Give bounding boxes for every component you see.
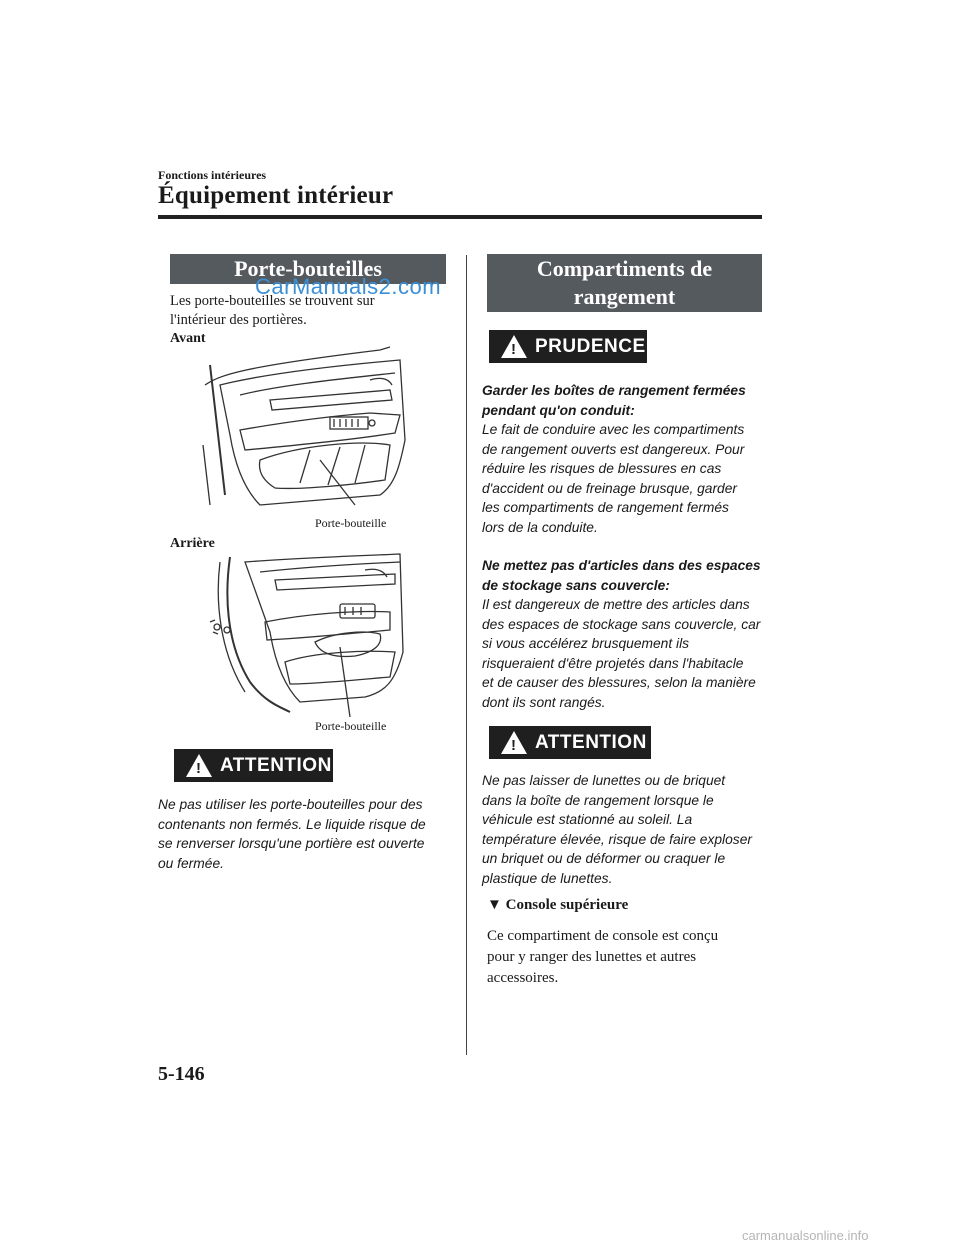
- rear-door-illustration: [205, 552, 410, 717]
- page-number: 5-146: [158, 1063, 205, 1085]
- column-divider: [466, 255, 467, 1055]
- warning-triangle-icon: !: [501, 335, 527, 358]
- console-heading: [487, 897, 628, 914]
- warn1-text-line: d'accident ou de freinage brusque, garder: [482, 480, 737, 496]
- triangle-down-icon: ▼: [487, 897, 502, 913]
- warn1-text-line: réduire les risques de blessures en cas: [482, 461, 722, 476]
- console-text-line: Ce compartiment de console est conçu: [487, 928, 719, 944]
- warn2-title-line: de stockage sans couvercle:: [482, 577, 670, 593]
- rear-figure-caption: Porte-bouteille: [315, 719, 387, 733]
- attention-right-line: véhicule est stationné au soleil. La: [482, 812, 693, 827]
- attention-badge-right: [489, 726, 651, 759]
- attention-right-line: dans la boîte de rangement lorsque le: [482, 792, 714, 808]
- warn2-text-line: dont ils sont rangés.: [482, 694, 606, 710]
- attention-right-line: un briquet ou de déformer ou craquer le: [482, 851, 726, 866]
- attention-label-right: ATTENTION: [535, 731, 647, 753]
- section-label: Fonctions intérieures: [158, 168, 267, 182]
- prudence-block: [482, 381, 767, 712]
- front-door-illustration: [200, 345, 410, 515]
- warn2-title-line: Ne mettez pas d'articles dans des espaces: [482, 558, 761, 573]
- console-text-line: accessoires.: [487, 970, 559, 986]
- front-label: Avant: [170, 331, 206, 346]
- watermark: CarManuals2.com: [255, 274, 442, 299]
- console-text-line: pour y ranger des lunettes et autres: [487, 949, 697, 965]
- warn1-text-line: Le fait de conduire avec les compartiments: [482, 422, 745, 437]
- warn1-text-line: de rangement ouverts est dangereux. Pour: [482, 441, 745, 457]
- attention-text-left: [158, 795, 463, 873]
- warning-triangle-icon: !: [501, 731, 527, 754]
- warning-triangle-icon: !: [186, 754, 212, 777]
- warn1-title-line: pendant qu'on conduit:: [482, 402, 635, 418]
- attention-badge-left: [174, 749, 333, 782]
- warn2-text-line: des espaces de stockage sans couvercle, car: [482, 616, 761, 632]
- attention-left-line: Ne pas utiliser les porte-bouteilles pour des: [158, 797, 423, 812]
- attention-label-left: ATTENTION: [220, 754, 332, 776]
- console-title: Console supérieure: [505, 897, 629, 913]
- attention-left-line: contenants non fermés. Le liquide risque de: [158, 816, 426, 832]
- intro-line-2: l'intérieur des portières.: [170, 312, 307, 328]
- rear-label: Arrière: [170, 536, 215, 551]
- intro-line-1: Les porte-bouteilles se trouvent sur: [170, 293, 375, 309]
- front-figure-caption: Porte-bouteille: [315, 516, 387, 530]
- warn1-title-line: Garder les boîtes de rangement fermées: [482, 383, 746, 398]
- banner-line-2: rangement: [573, 284, 676, 309]
- prudence-badge: [489, 330, 647, 363]
- prudence-label: PRUDENCE: [535, 335, 646, 357]
- warn1-text-line: les compartiments de rangement fermés: [482, 500, 729, 515]
- attention-left-line: ou fermée.: [158, 855, 224, 871]
- warn1-text-line: lors de la conduite.: [482, 519, 598, 535]
- console-text: [487, 926, 718, 989]
- header-divider: [158, 215, 762, 219]
- attention-right-line: température élevée, risque de faire exploser: [482, 831, 752, 847]
- attention-text-right: [482, 771, 767, 888]
- warn2-text-line: et de causer des blessures, selon la manière: [482, 675, 756, 690]
- page-title: Équipement intérieur: [158, 182, 394, 209]
- attention-right-line: plastique de lunettes.: [482, 870, 613, 886]
- footer-site-text: carmanualsonline.info: [742, 1228, 869, 1243]
- banner-line-1: Compartiments de: [536, 256, 713, 281]
- warn2-text-line: risqueraient d'être projetés dans l'habitacle: [482, 655, 744, 671]
- section-banner-compartiments: [487, 254, 762, 312]
- attention-right-line: Ne pas laisser de lunettes ou de briquet: [482, 773, 726, 788]
- warn2-text-line: Il est dangereux de mettre des articles dans: [482, 597, 750, 612]
- section-banner-porte-bouteilles: Porte-bouteilles: [170, 254, 446, 284]
- warn2-text-line: si vous accélérez brusquement ils: [482, 636, 690, 651]
- attention-left-line: se renverser lorsqu'une portière est ouverte: [158, 836, 425, 851]
